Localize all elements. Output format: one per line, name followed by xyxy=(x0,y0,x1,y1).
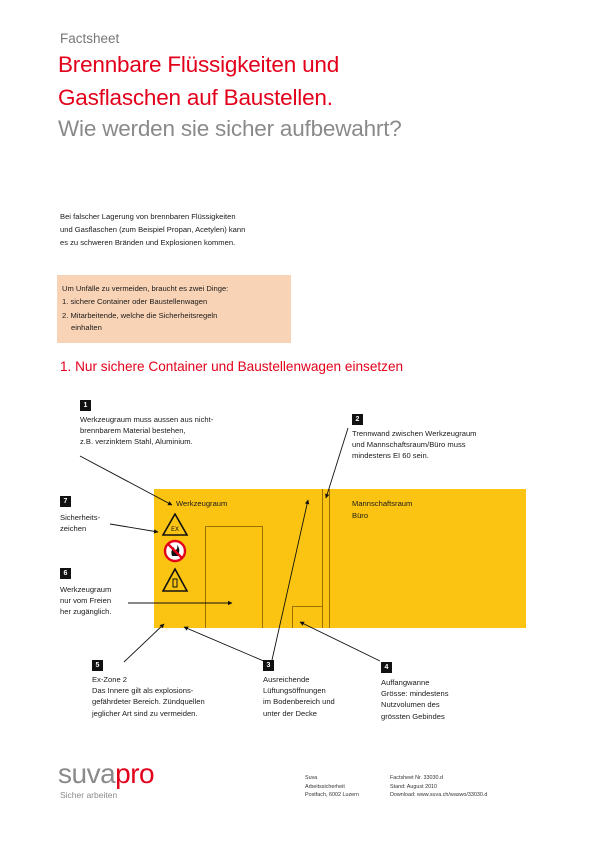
footer-meta: Factsheet Nr. 33030.d Stand: August 2010 Download: www.suva.ch/waswo/33030.d xyxy=(390,775,488,798)
section-heading: 1. Nur sichere Container und Baustellenwagen einsetzen xyxy=(60,359,404,374)
notice-item-2: 2. Mitarbeitende, welche die Sicherheitsregeln xyxy=(62,311,218,320)
leader-line-4 xyxy=(300,622,380,661)
room-label-crew: Mannschaftsraum xyxy=(352,499,413,508)
callout-number-2: 2 xyxy=(352,414,363,425)
callout-text-3: Ausreichende Lüftungsöffnungen im Bodenbereich und unter der Decke xyxy=(263,675,335,718)
leader-line-5b xyxy=(184,627,266,662)
intro-paragraph: Bei falscher Lagerung von brennbaren Flüssigkeiten und Gasflaschen (zum Beispiel Propan, Acetylen) kann es zu schweren Bränden und Explosionen kommen. xyxy=(60,212,246,247)
suvapro-logo xyxy=(58,758,154,790)
leader-line-2 xyxy=(326,428,348,498)
leader-line-5a xyxy=(124,624,164,662)
logo-tagline: Sicher arbeiten xyxy=(60,790,118,800)
leader-line-3 xyxy=(272,500,308,660)
document-subtitle: Wie werden sie sicher aufbewahrt? xyxy=(58,116,402,141)
leader-line-7 xyxy=(110,524,158,532)
notice-item-2-cont: einhalten xyxy=(71,323,102,332)
callout-text-7: Sicherheits- zeichen xyxy=(60,513,101,534)
document-kicker: Factsheet xyxy=(60,31,120,46)
callout-text-2: Trennwand zwischen Werkzeugraum und Mannschaftsraum/Büro muss mindestens EI 60 sein. xyxy=(352,429,477,461)
footer-address: Suva Arbeitssicherheit Postfach, 6002 Luzern xyxy=(305,775,359,798)
notice-lead: Um Unfälle zu vermeiden, braucht es zwei Dinge: xyxy=(62,284,229,293)
notice-item-1: 1. sichere Container oder Baustellenwagen xyxy=(62,297,208,306)
callout-number-7: 7 xyxy=(60,496,71,507)
callout-text-4: Auffangwanne Grösse: mindestens Nutzvolumen des grössten Gebindes xyxy=(381,678,449,721)
document-title-line2: Gasflaschen auf Baustellen. xyxy=(58,85,333,110)
callout-text-5: Ex-Zone 2 Das Innere gilt als explosions- gefährdeter Bereich. Zündquellen jeglicher Art sind zu vermeiden. xyxy=(92,675,205,718)
document-title-line1: Brennbare Flüssigkeiten und xyxy=(58,52,340,77)
leader-line-1 xyxy=(80,456,172,505)
logo-suva: suva xyxy=(58,758,116,789)
callout-number-4: 4 xyxy=(381,662,392,673)
callout-text-1: Werkzeugraum muss aussen aus nicht- brennbarem Material bestehen, z.B. verzinktem Stahl, Aluminium. xyxy=(80,415,214,447)
callout-number-6: 6 xyxy=(60,568,71,579)
room-label-office: Büro xyxy=(352,511,369,520)
callout-number-1: 1 xyxy=(80,400,91,411)
callout-number-5: 5 xyxy=(92,660,103,671)
callout-text-6: Werkzeugraum nur vom Freien her zugänglich. xyxy=(60,585,112,617)
callout-number-3: 3 xyxy=(263,660,274,671)
room-label-tool: Werkzeugraum xyxy=(176,499,228,508)
ex-sign-text: EX xyxy=(171,526,179,533)
logo-pro: pro xyxy=(115,758,155,789)
